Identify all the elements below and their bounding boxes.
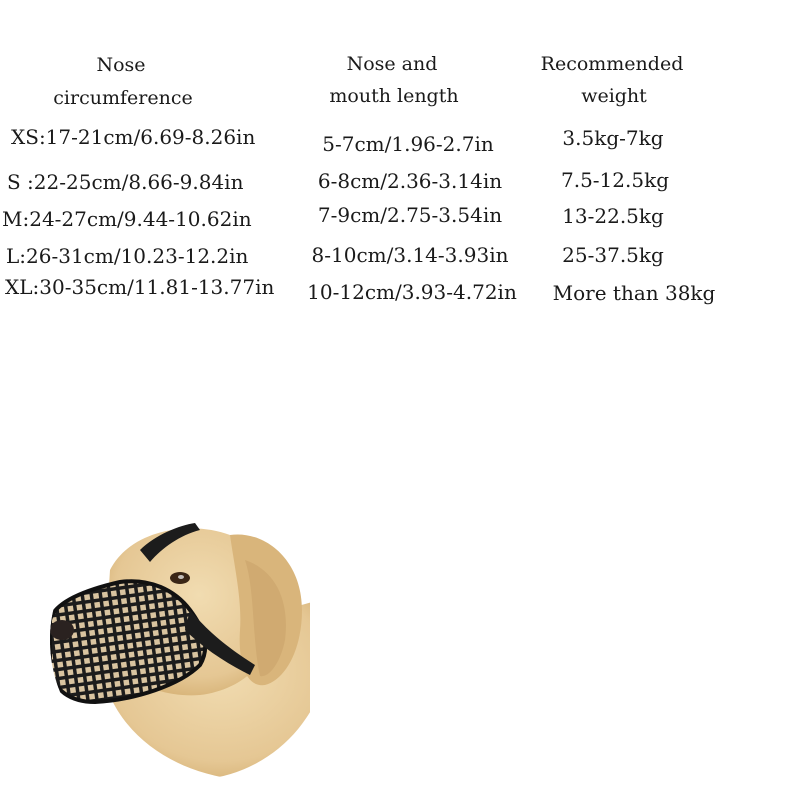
header-nose-line2: circumference <box>53 87 193 109</box>
size-xl-length: 10-12cm/3.93-4.72in <box>307 280 517 304</box>
size-xl-weight: More than 38kg <box>552 281 716 305</box>
size-m-length: 7-9cm/2.75-3.54in <box>317 203 503 227</box>
size-xl-circumference: XL:30-35cm/11.81-13.77in <box>5 275 275 299</box>
size-m-weight: 13-22.5kg <box>562 204 664 228</box>
size-m-circumference: M:24-27cm/9.44-10.62in <box>2 207 252 231</box>
size-s-length: 6-8cm/2.36-3.14in <box>317 169 503 193</box>
size-xs-weight: 3.5kg-7kg <box>562 126 664 150</box>
size-l-circumference: L:26-31cm/10.23-12.2in <box>6 244 249 268</box>
header-weight-line1: Recommended <box>540 53 684 75</box>
size-s-circumference: S :22-25cm/8.66-9.84in <box>7 170 244 194</box>
size-xs-circumference: XS:17-21cm/6.69-8.26in <box>11 125 256 149</box>
dog-with-mesh-muzzle-icon <box>40 490 310 780</box>
header-nose-line1: Nose <box>96 54 146 76</box>
size-l-weight: 25-37.5kg <box>562 243 664 267</box>
size-xs-length: 5-7cm/1.96-2.7in <box>322 132 494 156</box>
size-l-length: 8-10cm/3.14-3.93in <box>311 243 509 267</box>
header-length-line2: mouth length <box>329 85 459 107</box>
header-length-line1: Nose and <box>346 53 438 75</box>
header-weight-line2: weight <box>581 85 647 107</box>
size-s-weight: 7.5-12.5kg <box>560 168 670 192</box>
